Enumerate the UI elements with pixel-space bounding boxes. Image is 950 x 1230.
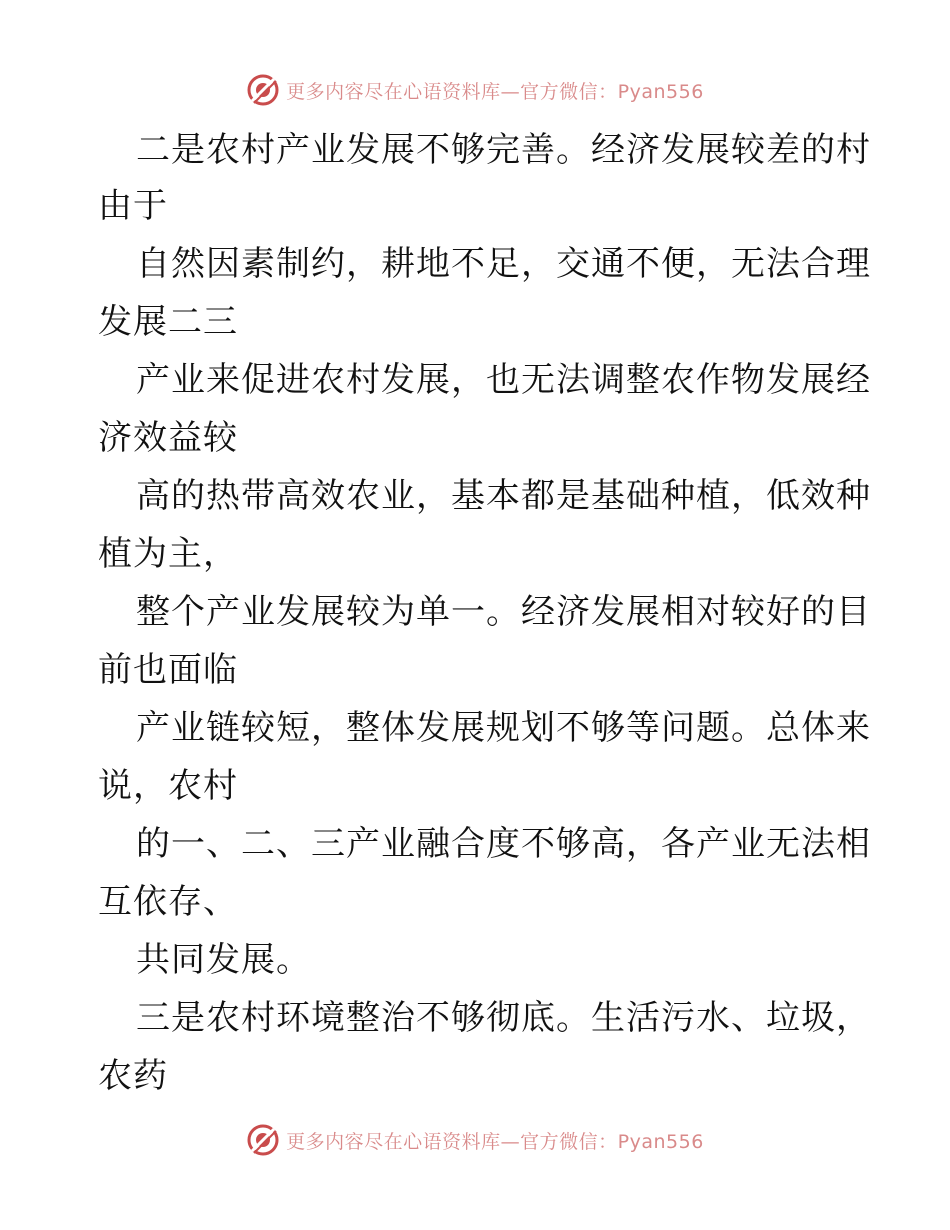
text-line: 自然因素制约，耕地不足，交通不便，无法合理 bbox=[136, 244, 871, 284]
header-watermark bbox=[0, 70, 950, 110]
text-line: 产业来促进农村发展，也无法调整农作物发展经 bbox=[136, 360, 871, 400]
text-line: 整个产业发展较为单一。经济发展相对较好的目 bbox=[136, 592, 871, 632]
text-line: 共同发展。 bbox=[136, 940, 311, 980]
watermark-text: 更多内容尽在心语资料库—官方微信：Pyan556 bbox=[286, 80, 704, 103]
text-line: 农药 bbox=[98, 1056, 168, 1096]
logo-icon bbox=[246, 1123, 280, 1157]
text-line: 三是农村环境整治不够彻底。生活污水、垃圾， bbox=[136, 998, 871, 1038]
text-line: 说，农村 bbox=[98, 766, 238, 806]
text-line: 二是农村产业发展不够完善。经济发展较差的村 bbox=[136, 130, 871, 170]
text-line: 互依存、 bbox=[98, 882, 238, 922]
text-line: 产业链较短，整体发展规划不够等问题。总体来 bbox=[136, 708, 871, 748]
text-line: 前也面临 bbox=[98, 650, 238, 690]
text-line: 发展二三 bbox=[98, 302, 238, 342]
text-line: 高的热带高效农业，基本都是基础种植，低效种 bbox=[136, 476, 871, 516]
text-line: 植为主， bbox=[98, 534, 238, 574]
text-line: 由于 bbox=[98, 186, 168, 226]
logo-icon bbox=[246, 73, 280, 107]
text-line: 济效益较 bbox=[98, 418, 238, 458]
text-line: 的一、二、三产业融合度不够高，各产业无法相 bbox=[136, 824, 871, 864]
footer-watermark bbox=[0, 1120, 950, 1160]
watermark-text: 更多内容尽在心语资料库—官方微信：Pyan556 bbox=[286, 1130, 704, 1153]
